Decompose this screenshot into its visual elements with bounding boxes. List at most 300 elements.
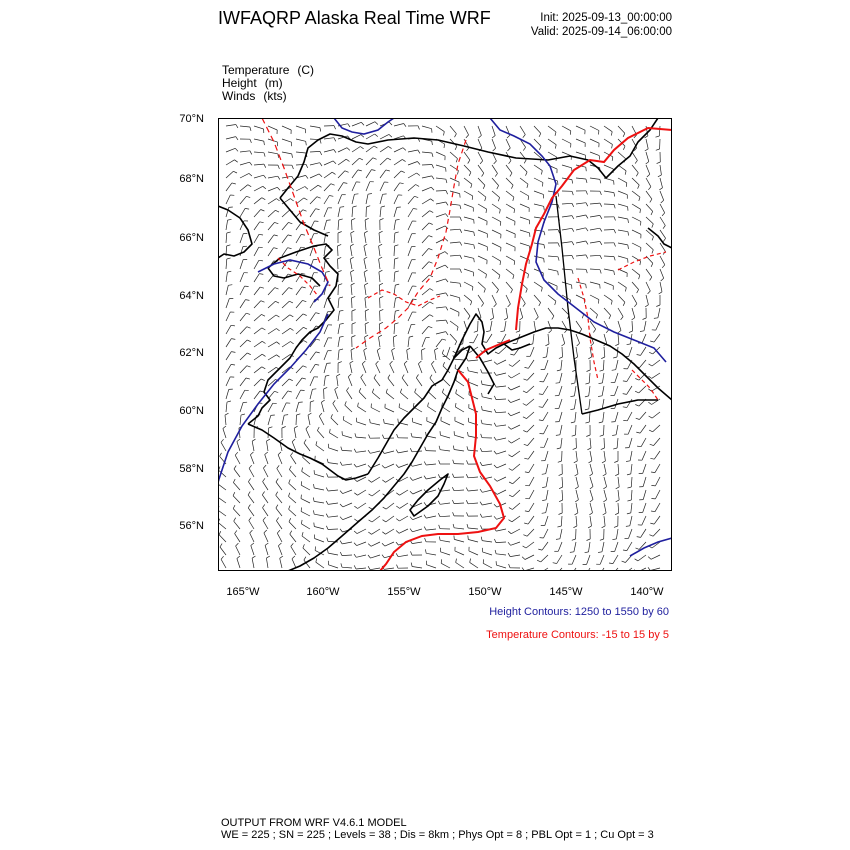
wind-barb-feather: [275, 301, 279, 303]
wind-barb: [492, 308, 494, 318]
wind-barb-feather: [260, 222, 264, 223]
wind-barb: [380, 134, 389, 139]
wind-barb: [282, 139, 292, 142]
wind-barb-feather: [457, 327, 458, 331]
wind-barb: [338, 207, 340, 217]
wind-barb-feather: [494, 396, 496, 400]
wind-barb: [604, 464, 606, 474]
wind-barb: [496, 386, 506, 387]
wind-barb-feather: [650, 199, 652, 202]
wind-barb: [604, 282, 613, 286]
wind-barb-feather: [572, 270, 573, 274]
wind-barb-feather: [453, 524, 454, 528]
wind-barb: [385, 408, 394, 412]
wind-barb-feather: [263, 504, 265, 507]
field-unit: (kts): [263, 89, 287, 103]
wind-barb-feather: [346, 159, 349, 161]
wind-barb-feather: [265, 543, 268, 545]
wind-barb: [618, 256, 628, 259]
wind-barb: [356, 437, 366, 438]
wind-barb-feather: [430, 211, 434, 213]
wind-barb-feather: [233, 505, 235, 509]
wind-barb-feather: [649, 416, 653, 418]
wind-barb-feather: [398, 419, 399, 423]
wind-barb-feather: [637, 355, 641, 356]
lat-label: 64°N: [179, 290, 204, 302]
wind-barb-feather: [494, 504, 497, 507]
wind-barb: [394, 148, 403, 152]
wind-barb-feather: [442, 339, 446, 340]
wind-barb-feather: [425, 447, 426, 451]
wind-barb-feather: [481, 369, 482, 373]
wind-barb: [450, 282, 460, 283]
wind-barb: [548, 334, 549, 344]
wind-barb-feather: [623, 394, 627, 395]
wind-barb: [646, 178, 651, 187]
wind-barb: [559, 386, 562, 396]
wind-barb-feather: [263, 465, 266, 468]
wind-barb: [589, 399, 590, 409]
wind-barb-feather: [589, 513, 592, 515]
wind-barb-feather: [247, 340, 251, 342]
wind-barb-feather: [289, 379, 293, 381]
wind-barb-feather: [556, 383, 560, 384]
wind-barb-feather: [227, 401, 231, 402]
wind-barb-feather: [345, 401, 347, 405]
wind-barb-feather: [600, 255, 602, 259]
wind-barb-feather: [317, 197, 321, 199]
wind-barb-feather: [289, 518, 291, 522]
wind-barb-feather: [494, 451, 497, 454]
wind-barb: [365, 311, 366, 321]
wind-barb: [468, 503, 478, 504]
wind-barb-feather: [572, 435, 576, 436]
wind-barb: [366, 182, 370, 191]
wind-barb-feather: [234, 518, 236, 522]
wind-barb: [394, 259, 395, 269]
wind-barb: [278, 546, 282, 555]
wind-barb-feather: [306, 164, 308, 168]
wind-barb: [576, 215, 586, 217]
wind-barb-feather: [264, 164, 266, 168]
wind-barb: [302, 471, 310, 477]
wind-barb-feather: [315, 546, 316, 550]
wind-barb-feather: [329, 196, 333, 197]
wind-barb-feather: [654, 318, 658, 319]
wind-barb: [342, 464, 352, 465]
wind-barb: [646, 269, 652, 277]
wind-barb: [399, 516, 408, 521]
wind-barb: [630, 516, 632, 526]
wind-barb-feather: [277, 355, 280, 357]
wind-barb-feather: [317, 427, 319, 431]
wind-barb-feather: [306, 141, 307, 145]
wind-barb-feather: [455, 134, 457, 138]
wind-barb-feather: [614, 526, 618, 527]
wind-barb-feather: [575, 487, 578, 489]
wind-barb-feather: [289, 466, 291, 470]
wind-barb-feather: [474, 331, 478, 332]
wind-barb-feather: [339, 297, 343, 298]
wind-barb: [254, 274, 259, 282]
wind-barb: [534, 204, 544, 206]
wind-barb: [646, 282, 650, 291]
wind-barb-feather: [494, 516, 497, 519]
wind-barb-feather: [558, 193, 559, 197]
wind-barb-feather: [313, 510, 314, 514]
wind-barbs: [218, 122, 666, 571]
wind-barb-feather: [233, 479, 235, 483]
wind-barb: [390, 364, 394, 373]
wind-barb: [631, 477, 632, 487]
wind-barb: [254, 301, 261, 308]
wind-barb: [546, 503, 548, 513]
wind-barb: [351, 272, 353, 282]
wind-barb: [450, 126, 456, 134]
wind-barb-feather: [316, 209, 320, 210]
wind-barb-feather: [263, 517, 266, 520]
wind-barb: [534, 308, 538, 317]
wind-barb: [352, 135, 361, 139]
wind-barb: [631, 490, 632, 500]
wind-barb-feather: [657, 162, 661, 164]
wind-barb-feather: [572, 203, 574, 207]
wind-barb-feather: [432, 153, 433, 157]
wind-barb-feather: [570, 131, 571, 135]
wind-barb: [589, 412, 590, 422]
wind-barb: [372, 529, 381, 534]
wind-barb-feather: [663, 238, 665, 241]
wind-barb-feather: [396, 553, 398, 556]
wind-barb: [226, 285, 228, 295]
wind-barb-feather: [372, 170, 376, 171]
wind-barb: [468, 490, 478, 491]
wind-barb: [371, 542, 380, 546]
wind-barb-feather: [374, 375, 376, 378]
wind-barb-feather: [246, 196, 250, 197]
wind-barb-feather: [292, 165, 293, 169]
wind-barb: [310, 377, 314, 386]
wind-barb-feather: [587, 539, 591, 541]
wind-barb-feather: [575, 513, 578, 515]
wind-barb-feather: [246, 313, 250, 314]
wind-barb: [308, 415, 310, 425]
wind-barb: [548, 152, 557, 157]
wind-barb-feather: [603, 513, 606, 515]
wind-barb-feather: [368, 544, 371, 547]
wind-barb-feather: [539, 303, 541, 307]
wind-barb-feather: [432, 176, 434, 179]
wind-barb: [590, 178, 600, 179]
wind-barb-feather: [334, 138, 336, 142]
wind-barb: [399, 464, 408, 468]
wind-barb-feather: [650, 341, 654, 342]
wind-barb-feather: [460, 217, 462, 221]
wind-barb-feather: [582, 315, 583, 319]
wind-barb-feather: [383, 507, 386, 509]
wind-barb-feather: [636, 173, 638, 177]
wind-barb-feather: [280, 439, 283, 441]
wind-barb: [548, 308, 554, 316]
wind-barb-feather: [504, 318, 507, 320]
wind-barb-feather: [302, 378, 306, 379]
wind-barb: [627, 386, 632, 394]
wind-barb: [263, 520, 268, 529]
wind-barb: [337, 376, 338, 386]
wind-barb: [328, 529, 338, 530]
wind-barb-feather: [263, 478, 265, 481]
wind-barb-feather: [637, 446, 641, 447]
wind-barb-feather: [474, 245, 475, 249]
wind-barb: [511, 386, 520, 390]
wind-barb-feather: [555, 145, 556, 149]
wind-barb-feather: [304, 341, 308, 343]
wind-barb: [324, 138, 334, 139]
wind-barb-feather: [616, 500, 620, 502]
wind-barb-feather: [580, 329, 582, 332]
field-name: Height: [222, 76, 257, 90]
wind-barb: [431, 364, 436, 373]
wind-barb-feather: [626, 183, 627, 187]
wind-barb-feather: [373, 158, 377, 160]
wind-barb: [655, 477, 660, 486]
wind-barb: [450, 308, 459, 312]
wind-barb: [562, 334, 565, 344]
wind-barb: [366, 134, 375, 139]
lat-label: 58°N: [179, 463, 204, 475]
wind-barb: [576, 126, 585, 130]
wind-barb-feather: [432, 141, 433, 145]
wind-barb: [533, 334, 534, 344]
wind-barb: [562, 228, 572, 230]
wind-barb-feather: [355, 433, 356, 437]
wind-barb-feather: [591, 343, 594, 346]
wind-barb: [576, 203, 586, 204]
wind-barb-feather: [625, 171, 626, 175]
wind-barb-feather: [237, 556, 240, 559]
wind-barb: [478, 295, 484, 303]
wind-barb-feather: [572, 539, 576, 540]
wind-barb-feather: [411, 563, 412, 567]
wind-barb: [250, 533, 254, 542]
wind-barb-feather: [558, 243, 560, 247]
wind-barb-feather: [623, 407, 627, 408]
wind-barb-feather: [382, 465, 385, 468]
wind-barb-feather: [306, 175, 308, 178]
wind-barb-feather: [292, 439, 295, 442]
wind-barb-feather: [227, 271, 231, 272]
wind-barb-feather: [559, 357, 563, 359]
wind-barb: [314, 488, 324, 490]
lon-label: 155°W: [387, 586, 421, 598]
wind-barb-feather: [360, 147, 363, 149]
wind-barb-feather: [570, 396, 574, 397]
wind-barb-feather: [278, 165, 279, 169]
wind-barb: [319, 416, 324, 425]
wind-barb: [329, 565, 339, 568]
wind-barb-feather: [274, 274, 278, 275]
wind-barb-feather: [338, 232, 342, 234]
wind-barb: [497, 360, 506, 364]
wind-barb-feather: [233, 492, 235, 496]
wind-barb: [435, 350, 437, 360]
wind-barb: [422, 176, 432, 178]
wind-barb-feather: [303, 353, 307, 355]
wind-barb-feather: [340, 336, 344, 337]
wind-barb: [496, 529, 506, 531]
wind-barb-feather: [417, 173, 420, 176]
wind-barb-feather: [628, 232, 629, 236]
wind-barb-feather: [652, 237, 653, 241]
wind-barb-feather: [446, 332, 448, 335]
wind-barb-feather: [648, 389, 651, 391]
wind-barb: [422, 302, 430, 308]
wind-barb: [604, 295, 612, 301]
wind-barb: [379, 233, 380, 243]
wind-barb-feather: [327, 549, 328, 553]
wind-barb: [464, 308, 470, 316]
wind-barb: [654, 438, 661, 446]
wind-barb-feather: [539, 146, 541, 150]
wind-barb: [366, 122, 375, 126]
wind-barb: [478, 191, 486, 197]
wind-barb-feather: [354, 464, 357, 467]
wind-barb: [440, 450, 450, 451]
wind-barb: [469, 382, 478, 386]
wind-barb-feather: [375, 122, 378, 125]
wind-barb-feather: [343, 416, 344, 420]
wind-barb: [394, 183, 400, 191]
wind-barb: [296, 378, 302, 386]
wind-barb: [408, 337, 409, 347]
wind-barb: [440, 435, 450, 438]
wind-barb: [249, 468, 254, 477]
wind-barb-feather: [379, 231, 383, 233]
wind-barb-feather: [301, 247, 305, 248]
wind-barb-feather: [652, 224, 654, 228]
wind-barb-feather: [552, 316, 554, 319]
wind-barb: [221, 442, 226, 451]
wind-barb: [342, 435, 352, 438]
wind-barb-feather: [289, 301, 293, 303]
wind-barb: [394, 324, 395, 334]
wind-barb-feather: [636, 432, 640, 433]
wind-barb: [660, 178, 663, 188]
wind-barb: [310, 352, 316, 360]
wind-barb: [632, 204, 641, 209]
wind-barb: [254, 186, 263, 191]
wind-barb: [560, 529, 562, 539]
wind-barb-feather: [396, 219, 400, 220]
wind-barb-feather: [426, 432, 427, 436]
wind-barb: [655, 490, 660, 499]
wind-barb-feather: [325, 258, 329, 259]
wind-barb: [590, 215, 600, 217]
wind-barb: [436, 165, 446, 168]
wind-barb: [324, 172, 332, 178]
wind-barb: [618, 126, 625, 133]
wind-barb: [590, 126, 599, 131]
wind-barb-feather: [379, 283, 383, 285]
wind-barb-feather: [445, 265, 448, 268]
wind-barb-feather: [387, 158, 391, 160]
wind-barb-feather: [325, 375, 329, 376]
wind-barb: [350, 246, 352, 256]
wind-barb: [574, 399, 576, 409]
wind-barb: [492, 178, 499, 186]
wind-barb: [328, 516, 338, 517]
wind-barb-feather: [467, 148, 470, 151]
wind-barb-feather: [303, 210, 307, 212]
wind-barb: [656, 321, 660, 330]
wind-barb-feather: [429, 236, 433, 237]
wind-barb-feather: [416, 375, 418, 378]
wind-barb: [380, 170, 386, 178]
wind-barb-feather: [435, 348, 439, 350]
wind-barb: [250, 455, 254, 464]
model-settings: WE = 225 ; SN = 225 ; Levels = 38 ; Dis = 8km ; Phys Opt = 8 ; PBL Opt = 1 ; Cu Opt = 3: [221, 829, 654, 841]
wind-barb-feather: [600, 370, 604, 371]
wind-barb-feather: [651, 511, 655, 512]
wind-barb: [464, 230, 474, 232]
wind-barb: [497, 490, 506, 494]
wind-barb-feather: [362, 361, 365, 364]
wind-barb: [399, 408, 408, 413]
wind-barb-feather: [499, 275, 500, 279]
wind-barb-feather: [276, 492, 278, 496]
wind-barb: [660, 204, 665, 213]
wind-barb: [338, 311, 340, 321]
wind-barb-feather: [509, 508, 513, 510]
wind-barb-feather: [382, 555, 384, 558]
wind-barb: [652, 412, 660, 418]
wind-barb: [490, 321, 492, 331]
wind-barb-feather: [659, 292, 662, 294]
wind-barb: [240, 403, 243, 413]
wind-barb-feather: [364, 231, 367, 233]
wind-barb: [604, 308, 611, 315]
wind-barb: [240, 313, 246, 321]
wind-barb-feather: [636, 418, 640, 419]
wind-barb: [574, 386, 576, 396]
wind-barb: [386, 477, 395, 482]
wind-barb: [436, 152, 445, 156]
wind-barb-feather: [366, 206, 370, 207]
wind-barb: [646, 295, 648, 305]
wind-barb: [394, 220, 396, 230]
wind-barb-feather: [456, 390, 457, 394]
wind-barb: [618, 282, 626, 288]
wind-barb-feather: [549, 330, 552, 333]
wind-barb: [328, 490, 338, 491]
wind-barb-feather: [364, 270, 367, 272]
wind-barb-feather: [324, 387, 328, 389]
wind-barb: [464, 217, 474, 220]
wind-barb: [385, 464, 394, 468]
wind-barb: [352, 158, 359, 165]
wind-barb-feather: [626, 526, 630, 527]
wind-barb-feather: [603, 474, 606, 476]
wind-barb-feather: [640, 331, 644, 332]
wind-barb: [422, 262, 429, 269]
wind-barb: [613, 555, 618, 564]
wind-barb: [496, 373, 506, 375]
wind-barb: [436, 339, 442, 347]
wind-barb-feather: [250, 530, 253, 533]
wind-barb-feather: [403, 148, 406, 151]
wind-barb: [468, 540, 478, 543]
wind-barb: [548, 126, 556, 132]
